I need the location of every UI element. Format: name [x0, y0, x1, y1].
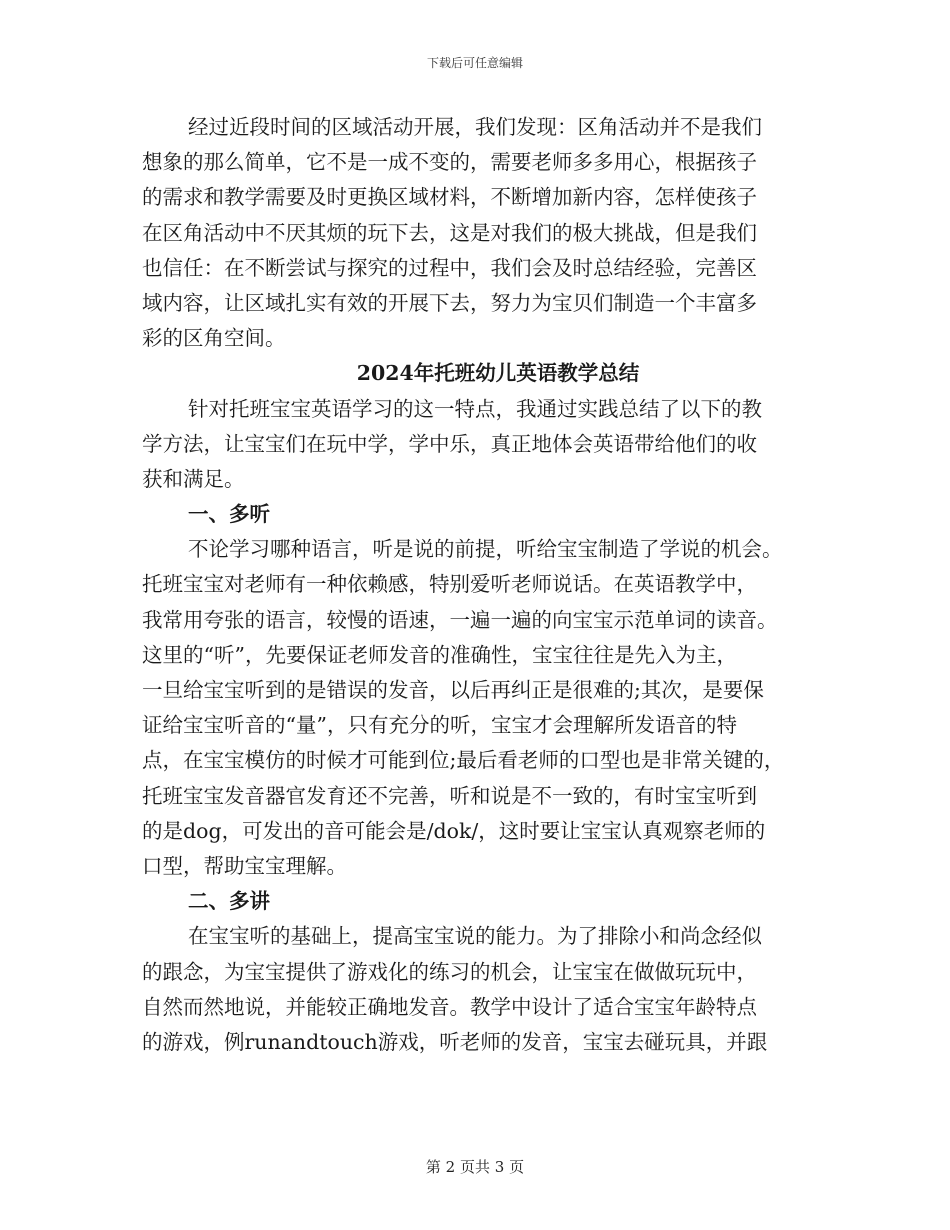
paragraph-line: 托班宝宝对老师有一种依赖感，特别爱听老师说话。在英语教学中， [142, 572, 757, 597]
page-header: 下载后可任意编辑 [426, 56, 523, 70]
paragraph-line: 彩的区角空间。 [142, 326, 286, 351]
section-heading: 二、多讲 [188, 889, 270, 914]
document-body [142, 110, 814, 1060]
paragraph-line: 自然而然地说，并能较正确地发音。教学中设计了适合宝宝年龄特点 [142, 994, 757, 1019]
page-footer: 第 2 页共 3 页 [425, 1158, 525, 1176]
paragraph-line: 证给宝宝听音的“量”，只有充分的听，宝宝才会理解所发语音的特 [142, 713, 737, 738]
paragraph-line: 托班宝宝发音器官发育还不完善，听和说是不一致的，有时宝宝听到 [142, 783, 757, 808]
paragraph-line: 的需求和教学需要及时更换区域材料，不断增加新内容，怎样使孩子 [142, 185, 757, 210]
paragraph-line: 的游戏，例runandtouch游戏，听老师的发音，宝宝去碰玩具，并跟 [142, 1029, 768, 1054]
paragraph-line: 不论学习哪种语言，听是说的前提，听给宝宝制造了学说的机会。 [188, 537, 783, 562]
paragraph-line: 域内容，让区域扎实有效的开展下去，努力为宝贝们制造一个丰富多 [142, 290, 757, 315]
document-title: 2024年托班幼儿英语教学总结 [356, 361, 640, 386]
paragraph-line: 也信任：在不断尝试与探究的过程中，我们会及时总结经验，完善区 [142, 255, 757, 280]
paragraph-line: 想象的那么简单，它不是一成不变的，需要老师多多用心，根据孩子 [142, 150, 757, 175]
paragraph-line: 口型，帮助宝宝理解。 [142, 853, 347, 878]
paragraph-line: 的跟念，为宝宝提供了游戏化的练习的机会，让宝宝在做做玩玩中， [142, 959, 757, 984]
paragraph-line: 我常用夸张的语言，较慢的语速，一遍一遍的向宝宝示范单词的读音。 [142, 607, 778, 632]
section-heading: 一、多听 [188, 502, 270, 527]
paragraph-line: 在宝宝听的基础上，提高宝宝说的能力。为了排除小和尚念经似 [188, 924, 762, 949]
paragraph-line: 的是dog，可发出的音可能会是/dok/，这时要让宝宝认真观察老师的 [142, 818, 766, 843]
paragraph-line: 经过近段时间的区域活动开展，我们发现：区角活动并不是我们 [188, 115, 762, 139]
paragraph-line: 一旦给宝宝听到的是错误的发音，以后再纠正是很难的;其次，是要保 [142, 678, 764, 702]
paragraph-line: 学方法，让宝宝们在玩中学，学中乐，真正地体会英语带给他们的收 [142, 431, 757, 456]
paragraph-line: 针对托班宝宝英语学习的这一特点，我通过实践总结了以下的教 [188, 396, 762, 421]
paragraph-line: 这里的“听”，先要保证老师发音的准确性，宝宝往往是先入为主， [142, 642, 737, 667]
paragraph-line: 点，在宝宝模仿的时候才可能到位;最后看老师的口型也是非常关键的， [142, 748, 785, 773]
paragraph-line: 获和满足。 [142, 466, 245, 491]
paragraph-line: 在区角活动中不厌其烦的玩下去，这是对我们的极大挑战，但是我们 [142, 220, 757, 245]
